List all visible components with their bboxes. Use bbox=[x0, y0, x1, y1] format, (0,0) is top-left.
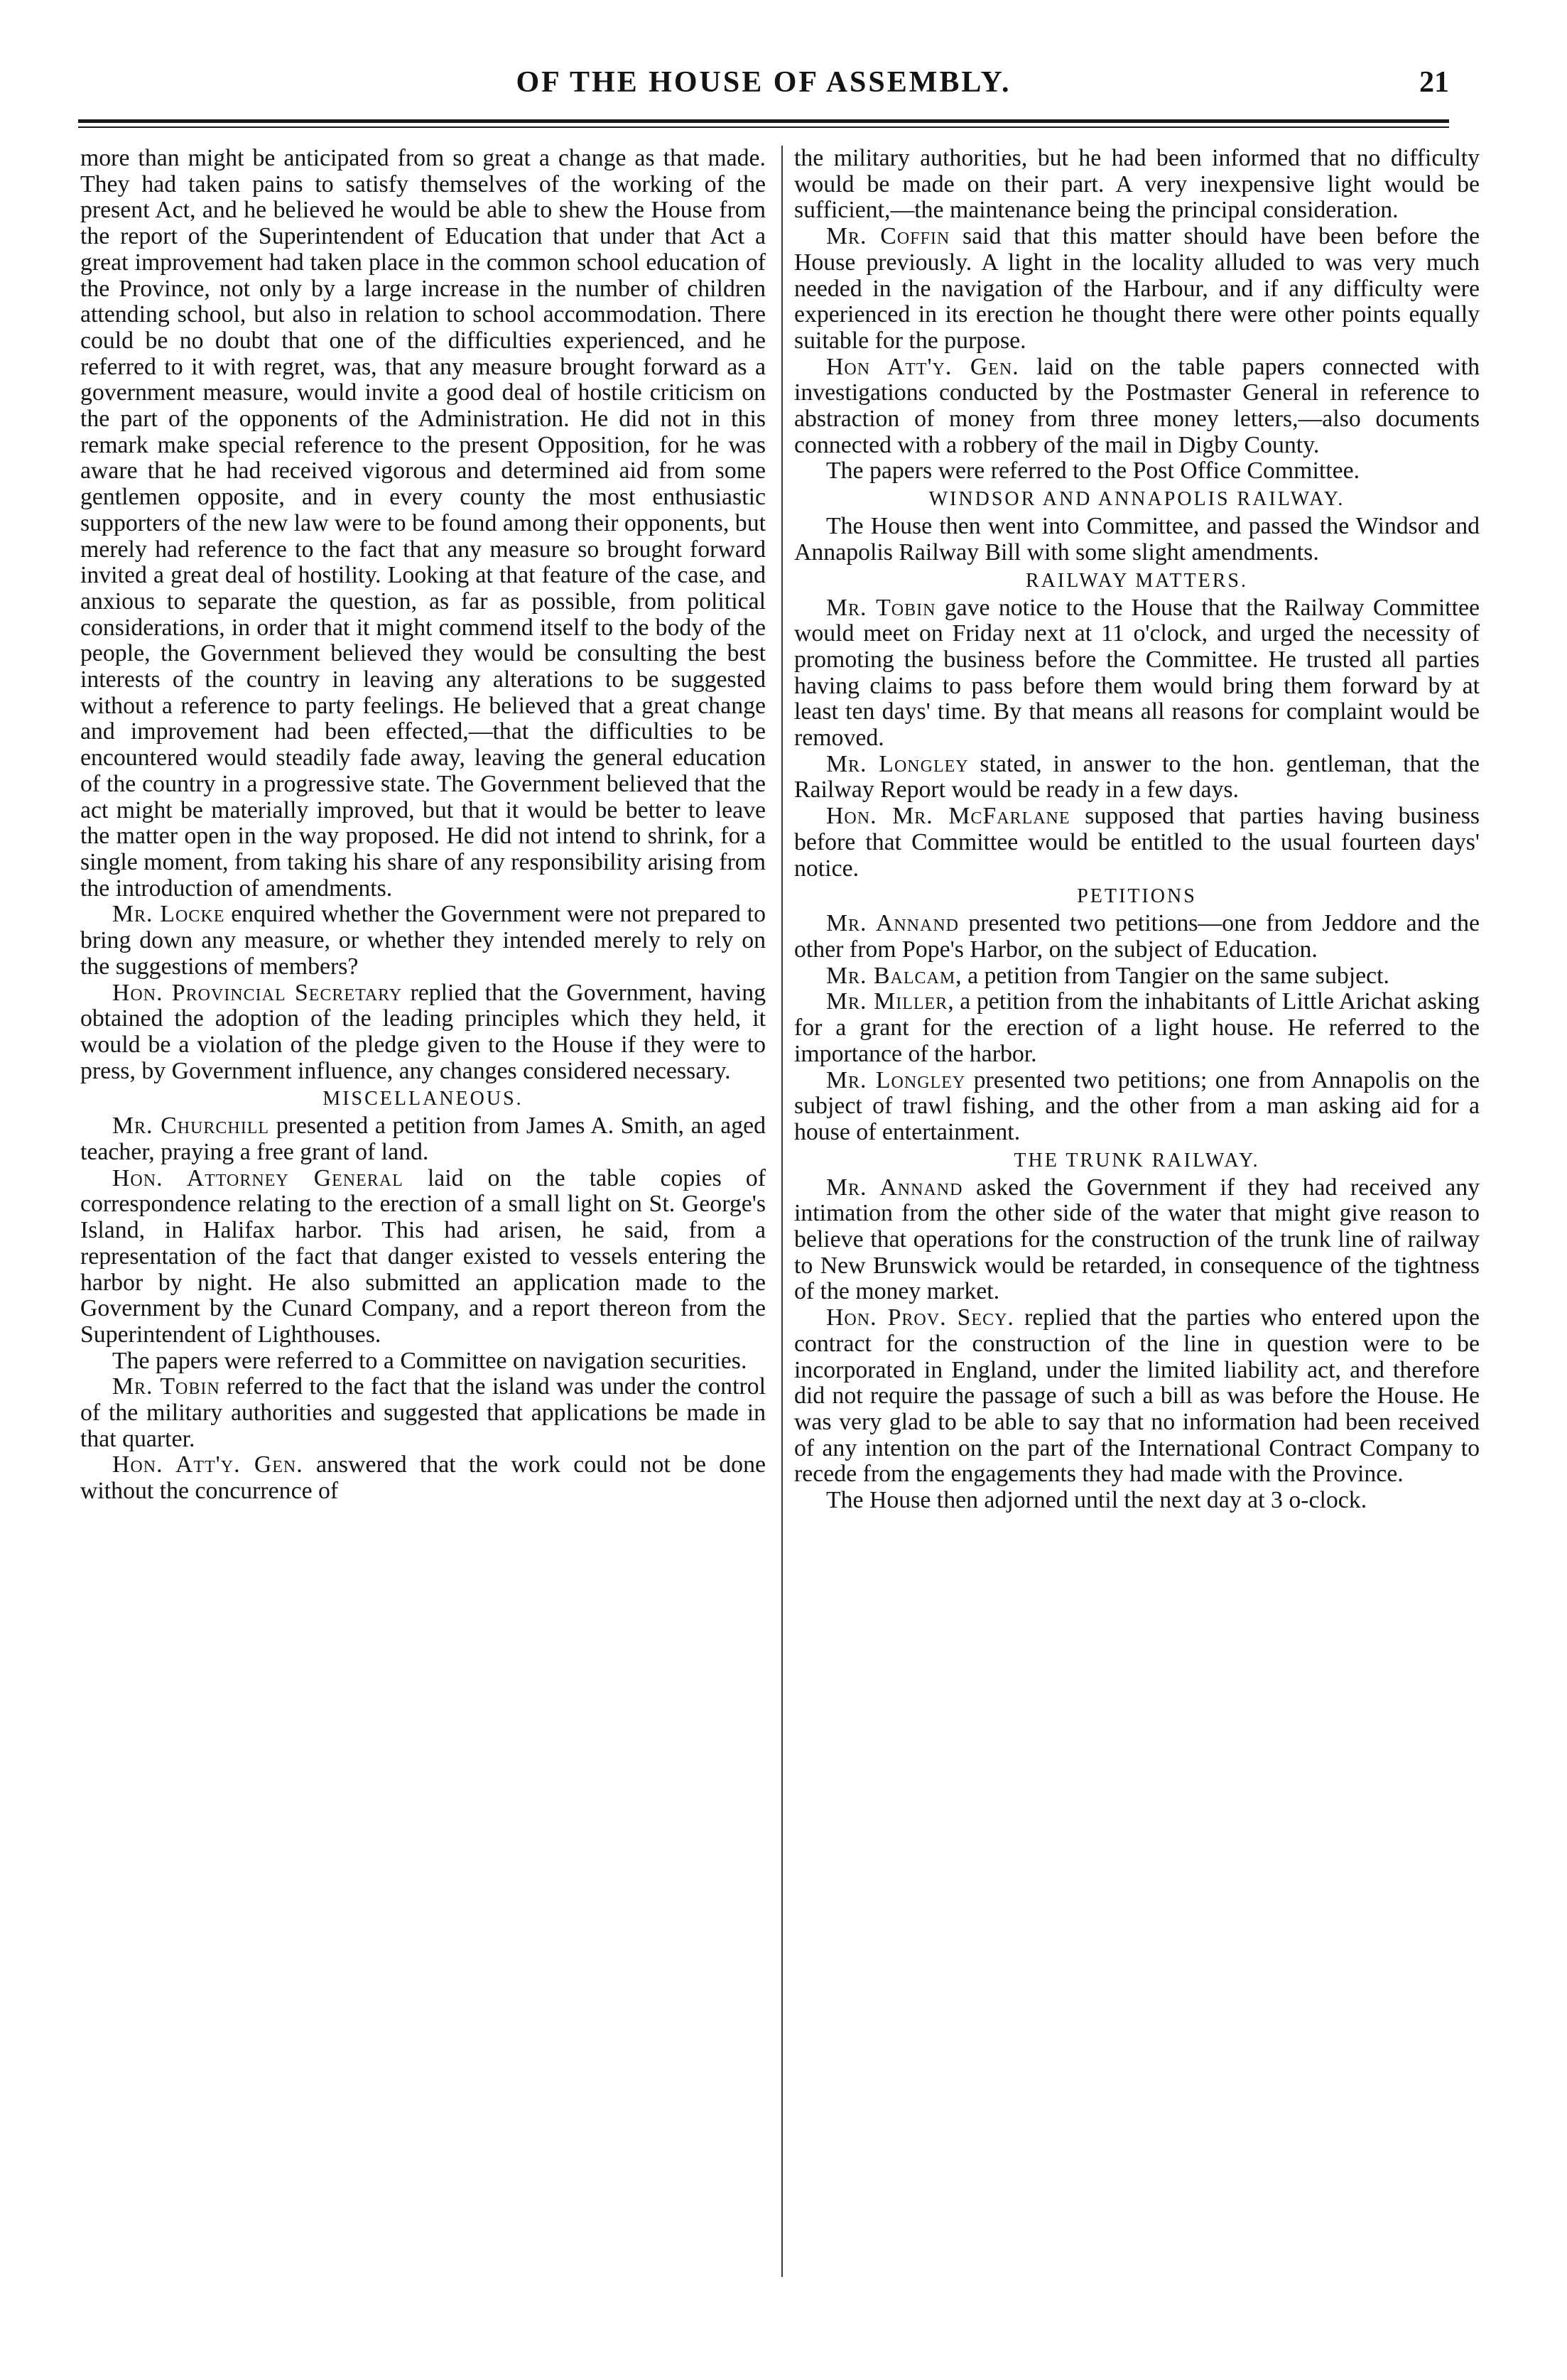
speech-text: laid on the table copies of correspondence relating to the erection of a small light on St. George's Island, in Halifax harbor. This had arisen, he said, from a representation of the fact that danger existed to vessels entering the harbor by night. He also submitted an application made to the Government by the Cunard Company, and a report thereon from the Superintendent of Lighthouses. bbox=[80, 1164, 766, 1348]
speech-text: presented two petitions—one from Jeddore and the other from Pope's Harbor, on the subject of Education. bbox=[794, 910, 1480, 963]
paragraph: The papers were referred to the Post Office Committee. bbox=[826, 458, 1360, 485]
paragraph bbox=[80, 902, 766, 980]
speech-text: supposed that parties having business before that Committee would be entitled to the usual fourteen days' notice. bbox=[794, 803, 1480, 882]
paragraph bbox=[794, 804, 1480, 882]
right-column bbox=[794, 146, 1480, 2284]
paragraph bbox=[80, 1166, 766, 1348]
speaker-name: Mr. Miller bbox=[826, 988, 948, 1015]
paragraph bbox=[794, 1068, 1480, 1146]
speaker-name: Hon. Mr. McFarlane bbox=[826, 803, 1070, 830]
section-heading-petitions: PETITIONS bbox=[1077, 885, 1197, 908]
speech-text: answered that the work could not be done without the concurrence of bbox=[80, 1451, 766, 1505]
paragraph bbox=[794, 911, 1480, 963]
paragraph bbox=[794, 1175, 1480, 1306]
paragraph bbox=[794, 224, 1480, 355]
paragraph bbox=[80, 1374, 766, 1452]
section-heading-railway-matters: RAILWAY MATTERS. bbox=[1026, 569, 1248, 592]
page-number: 21 bbox=[1419, 66, 1449, 99]
speaker-name: Hon. Prov. Secy. bbox=[826, 1304, 1014, 1331]
speaker-name: Mr. Longley bbox=[826, 750, 969, 777]
paragraph: The House then went into Committee, and passed the Windsor and Annapolis Railway Bill with some slight amendments. bbox=[794, 513, 1480, 566]
section-heading-windsor-annapolis-railway: WINDSOR AND ANNAPOLIS RAILWAY. bbox=[928, 488, 1345, 511]
speech-text: presented two petitions; one from Annapolis on the subject of trawl fishing, and the other from a man asking aid for a house of entertainment. bbox=[794, 1066, 1480, 1145]
paragraph bbox=[794, 355, 1480, 459]
speaker-name: Mr. Tobin bbox=[112, 1373, 220, 1400]
speech-text: replied that the parties who entered upon the contract for the construction of the line in question were to be incorporated in England, under the limited liability act, and therefore did not require the passage of such a bill as was before the House. He was very glad to be able to say that no information had been received of any intention on the part of the International Contract Company to recede from the engagements they had made with the Province. bbox=[794, 1304, 1480, 1488]
speech-text: laid on the table papers connected with investigations conducted by the Postmaster General in reference to abstraction of money from three money letters,—also documents connected with a robbery of the mail in Digby County. bbox=[794, 353, 1480, 458]
section-heading-trunk-railway: THE TRUNK RAILWAY. bbox=[1014, 1149, 1260, 1172]
paragraph bbox=[80, 1113, 766, 1165]
paragraph bbox=[80, 1452, 766, 1504]
paragraph bbox=[794, 963, 1480, 990]
speech-text: presented a petition from James A. Smith, an aged teacher, praying a free grant of land. bbox=[80, 1113, 766, 1166]
speaker-name: Hon. Provincial Secretary bbox=[112, 979, 403, 1006]
paragraph bbox=[794, 989, 1480, 1067]
speaker-name: Mr. Balcam bbox=[826, 962, 956, 989]
running-title: OF THE HOUSE OF ASSEMBLY. bbox=[516, 66, 1012, 99]
paragraph: The papers were referred to a Committee on navigation securities. bbox=[112, 1347, 747, 1374]
speech-text: referred to the fact that the island was under the control of the military authorities and suggested that applications be made in that quarter. bbox=[80, 1373, 766, 1452]
paragraph bbox=[794, 752, 1480, 804]
speaker-name: Hon Att'y. Gen. bbox=[826, 353, 1019, 380]
paragraph: The House then adjorned until the next day at 3 o-clock. bbox=[826, 1487, 1367, 1514]
speaker-name: Mr. Churchill bbox=[112, 1113, 270, 1140]
speaker-name: Mr. Tobin bbox=[826, 594, 936, 621]
speaker-name: Hon. Att'y. Gen. bbox=[112, 1451, 303, 1478]
page-header bbox=[78, 65, 1449, 115]
speech-text: stated, in answer to the hon. gentleman, that the Railway Report would be ready in a few days. bbox=[794, 750, 1480, 804]
speech-text: , a petition from the inhabitants of Little Arichat asking for a grant for the erection of a light house. He referred to the importance of the harbor. bbox=[794, 988, 1480, 1067]
speech-text: said that this matter should have been before the House previously. A light in the locality alluded to was very much needed in the navigation of the Harbour, and if any difficulty were experienced in its erection he thought there were other points equally suitable for the purpose. bbox=[794, 223, 1480, 354]
speech-text: gave notice to the House that the Railway Committee would meet on Friday next at 11 o'clock, and urged the necessity of promoting the business before the Committee. He trusted all parties having claims to pass before them would bring them forward by at least ten days' time. By that means all reasons for complaint would be removed. bbox=[794, 594, 1480, 752]
paragraph bbox=[80, 980, 766, 1085]
speaker-name: Mr. Coffin bbox=[826, 223, 950, 250]
speech-text: replied that the Government, having obtained the adoption of the leading principles which they held, it would be a violation of the pledge given to the House if they were to press, by Government influence, any changes considered necessary. bbox=[80, 979, 766, 1084]
speech-text: enquired whether the Government were not prepared to bring down any measure, or whether they intended merely to rely on the suggestions of members? bbox=[80, 901, 766, 980]
header-rule-thin bbox=[78, 126, 1449, 128]
header-rule-thick bbox=[78, 119, 1449, 123]
speaker-name: Hon. Attorney General bbox=[112, 1164, 403, 1191]
paragraph bbox=[794, 595, 1480, 752]
column-divider bbox=[781, 146, 783, 2277]
speech-text: asked the Government if they had received any intimation from the other side of the water that might give reason to believe that operations for the construction of the trunk line of railway to New Brunswick would be retarded, in consequence of the tightness of the money market. bbox=[794, 1174, 1480, 1305]
speaker-name: Mr. Locke bbox=[112, 901, 225, 928]
speaker-name: Mr. Longley bbox=[826, 1066, 966, 1093]
speaker-name: Mr. Annand bbox=[826, 1174, 963, 1201]
paragraph: the military authorities, but he had been informed that no difficulty would be made on their part. A very inexpensive light would be sufficient,—the maintenance being the principal consideration. bbox=[794, 146, 1480, 224]
speech-text: , a petition from Tangier on the same subject. bbox=[955, 962, 1389, 989]
paragraph bbox=[794, 1305, 1480, 1488]
paragraph: more than might be anticipated from so great a change as that made. They had taken pains to satisfy themselves of the working of the present Act, and he believed he would be able to shew the House from the report of the Superintendent of Education that under that Act a great improvement had taken place in the common school education of the Province, not only by a large increase in the number of children attending school, but also in relation to school accommodation. There could be no doubt that one of the difficulties experienced, and he referred to it with regret, was, that any measure brought forward as a government measure, would invite a good deal of hostile criticism on the part of the opponents of the Administration. He did not in this remark make special reference to the present Opposition, for he was aware that he had received vigorous and determined aid from some gentlemen opposite, and in every county the most enthusiastic supporters of the new law were to be found among their opponents, but merely had reference to the fact that any measure so brought forward invited a great deal of hostility. Looking at that feature of the case, and anxious to separate the question, as far as possible, from political considerations, in order that it might commend itself to the body of the people, the Government believed they would be consulting the best interests of the country in leaving any alterations to be suggested without a reference to party feelings. He believed that a great change and improvement had been effected,—that the difficulties to be encountered would steadily fade away, leaving the general education of the country in a progressive state. The Government believed that the act might be materially improved, but that it would be better to leave the matter open in the way proposed. He did not intend to shrink, for a single moment, from taking his share of any responsibility arising from the introduction of amendments. bbox=[80, 146, 766, 902]
left-column bbox=[80, 146, 766, 2284]
section-heading-miscellaneous: MISCELLANEOUS. bbox=[322, 1088, 524, 1110]
speaker-name: Mr. Annand bbox=[826, 910, 959, 937]
